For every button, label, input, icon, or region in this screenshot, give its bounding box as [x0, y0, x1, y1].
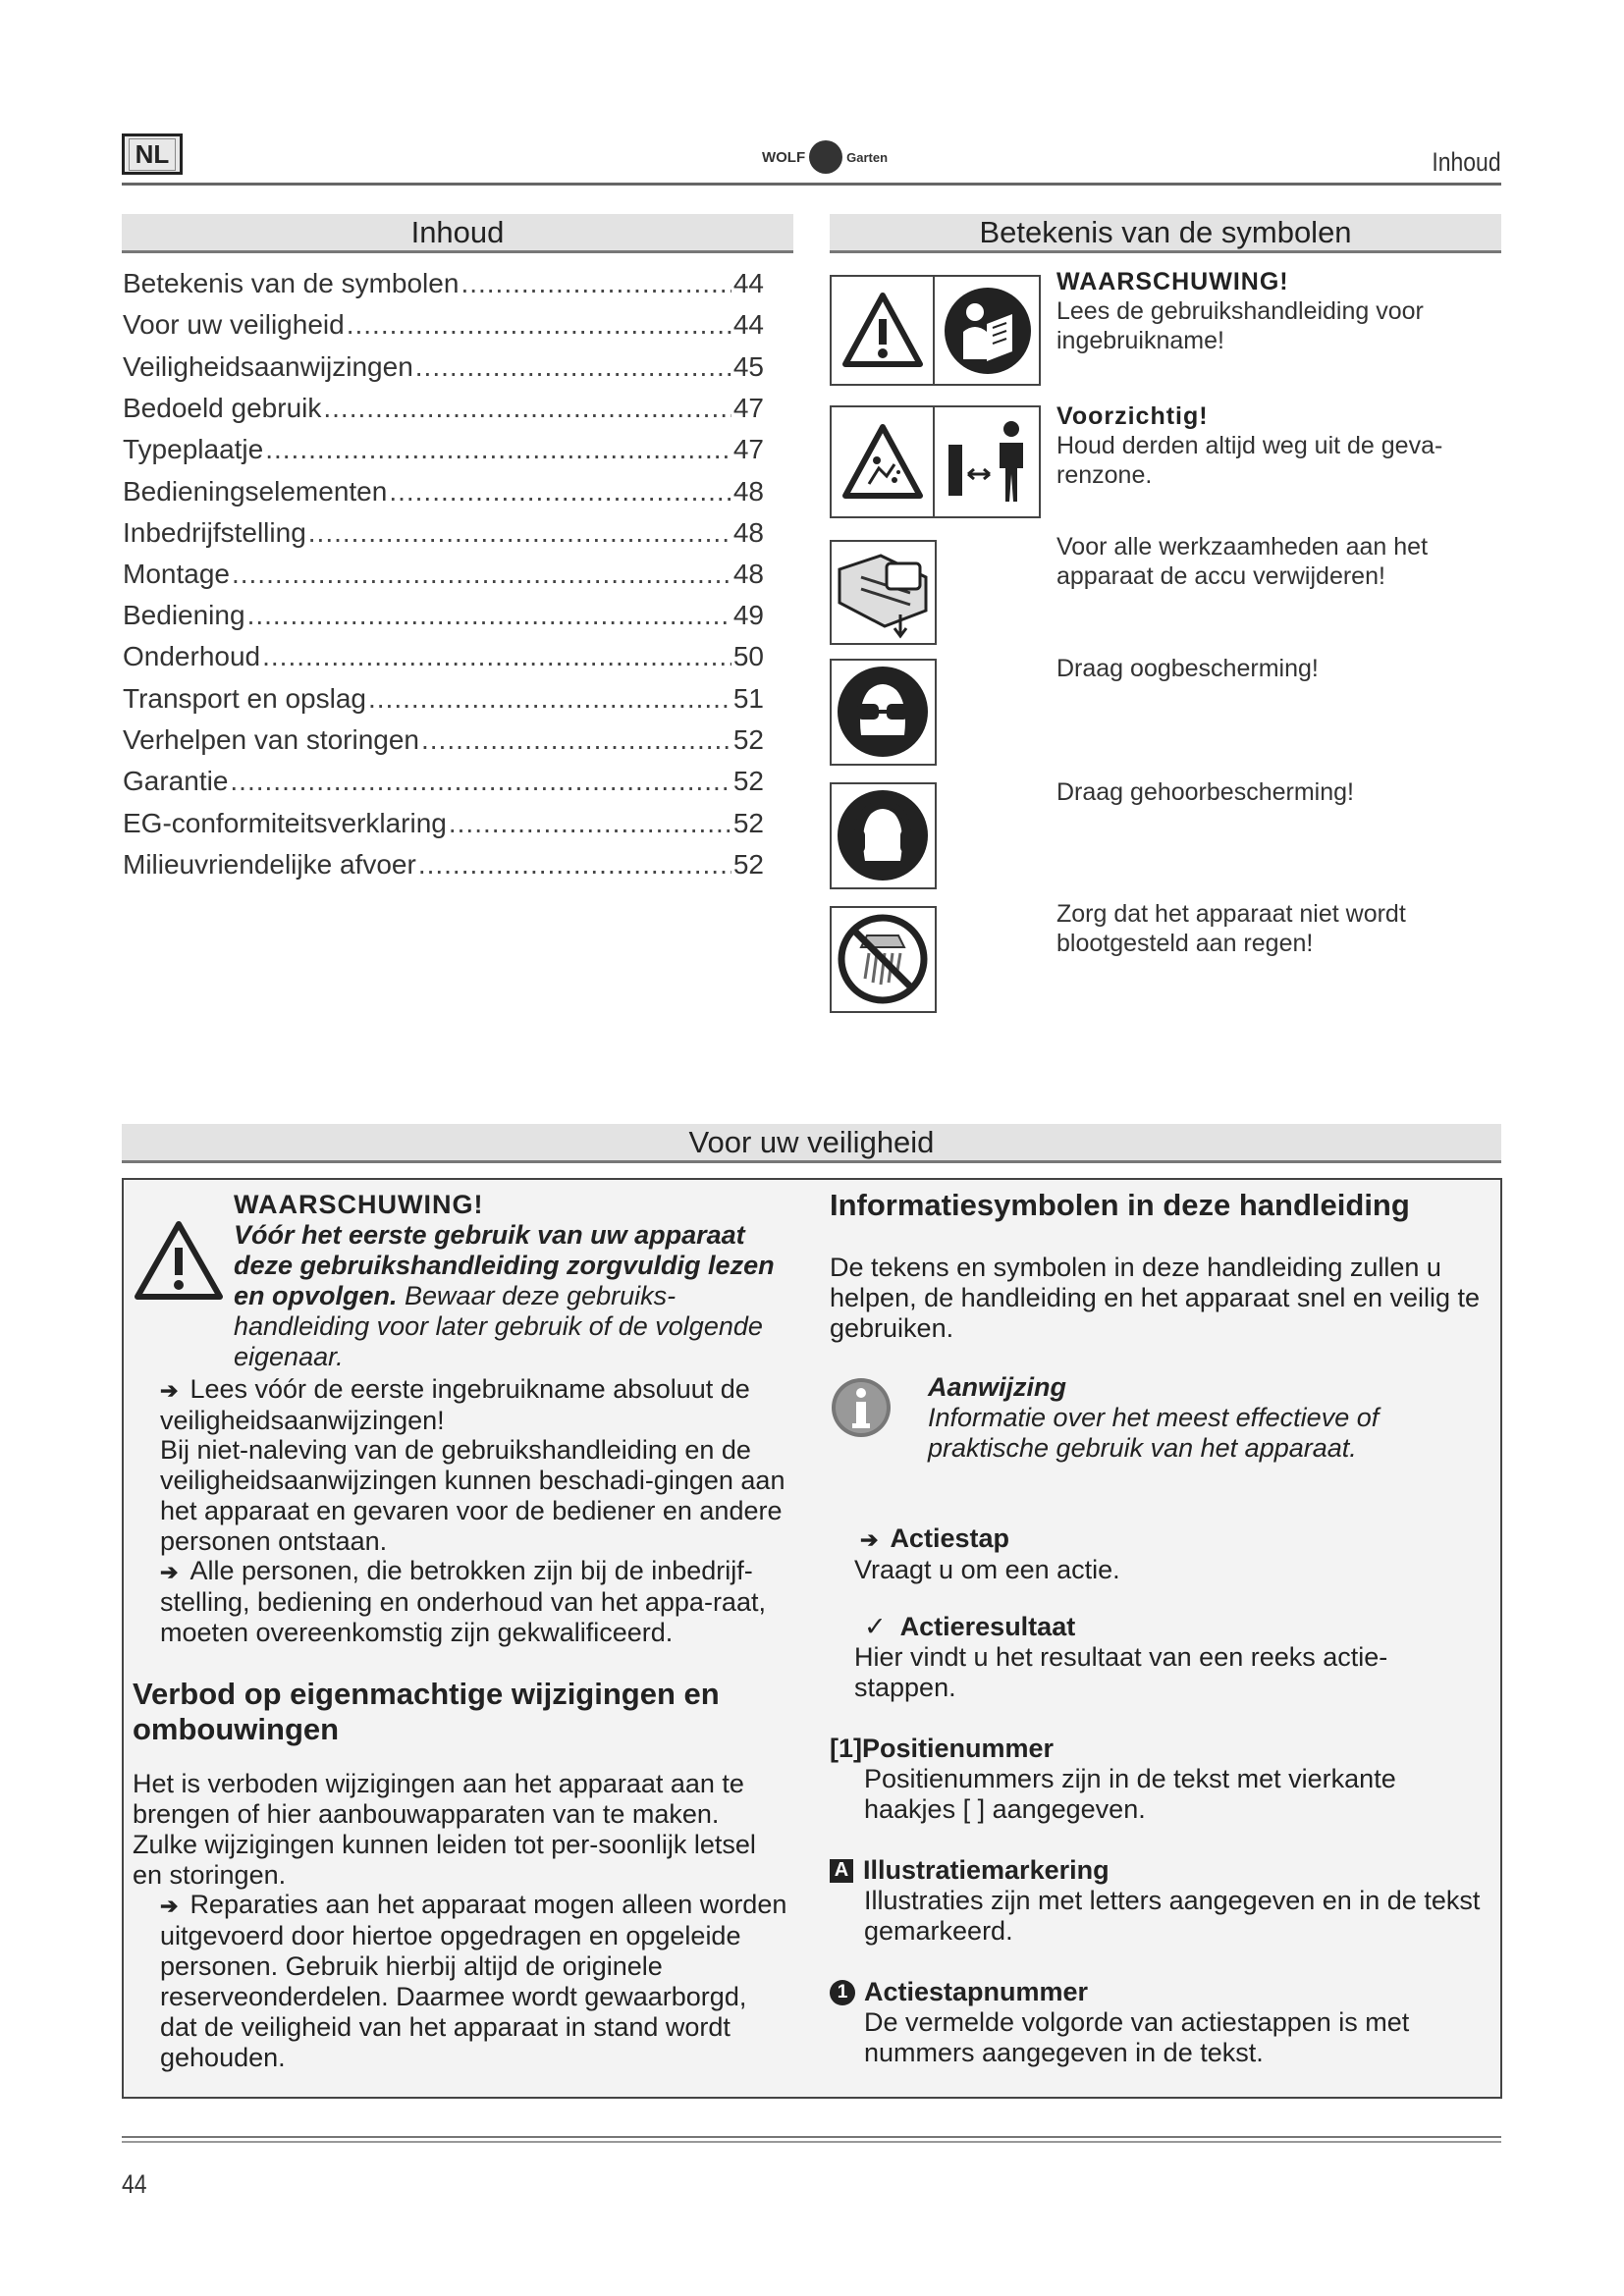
language-badge: NL: [122, 133, 183, 175]
symbol-ear-protection: [830, 782, 937, 889]
page-number: 44: [122, 2169, 147, 2199]
brand-logo: [731, 137, 918, 177]
symbol-2-description: Voorzichtig! Houd derden altijd weg uit de geva-renzone.: [1056, 402, 1443, 489]
toc-item[interactable]: Garantie ..... 52: [123, 765, 764, 798]
position-number-block: [1]Positienummer Positienummers zijn in de tekst met vierkante haakjes [ ] aangegeven.: [830, 1734, 1396, 1824]
illustration-marker-icon: A: [830, 1859, 853, 1883]
footer-divider: [122, 2136, 1501, 2138]
arrow-icon: ➔: [160, 1894, 179, 1918]
toc-item[interactable]: Typeplaatje ..... 47: [123, 433, 764, 466]
safety-title: Voor uw veiligheid: [122, 1124, 1501, 1163]
toc-item[interactable]: Betekenis van de symbolen ..... 44: [123, 267, 764, 300]
toc-item[interactable]: Bedieningselementen ..... 48: [123, 475, 764, 508]
toc-title: Inhoud: [122, 214, 793, 253]
toc-item[interactable]: Onderhoud ..... 50: [123, 640, 764, 673]
symbol-5-description: Draag gehoorbescherming!: [1056, 778, 1354, 806]
wolf-logo-icon: [809, 140, 842, 174]
symbols-title: Betekenis van de symbolen: [830, 214, 1501, 253]
modifications-step: ➔ Reparaties aan het apparaat mogen alleen worden uitgevoerd door hiertoe opgedragen en opgeleide personen. Gebruik hierbij altijd de originele reserveonderdelen. Daarmee wordt gewaarborgd, dat de veiligheid van het apparaat in stand wordt gehouden.: [160, 1890, 787, 2072]
safety-step-2: ➔ Alle personen, die betrokken zijn bij de inbedrijf-stelling, bediening en onderhoud van het appa-raat, moeten overeenkomstig zijn gekwalificeerd.: [160, 1556, 766, 1647]
arrow-icon: ➔: [160, 1560, 179, 1584]
toc-item[interactable]: Veiligheidsaanwijzingen ..... 45: [123, 350, 764, 384]
no-rain-icon: [832, 908, 935, 1011]
symbol-eye-protection: [830, 659, 937, 766]
header-divider: [122, 183, 1501, 186]
action-number-block: 1 Actiestapnummer De vermelde volgorde van actiestappen is met nummers aangegeven in de tekst.: [830, 1977, 1488, 2068]
illustration-marker-block: A Illustratiemarkering Illustraties zijn met letters aangegeven en in de tekst gemarkeerd.: [830, 1855, 1488, 1947]
brand-name: WOLF: [761, 148, 806, 166]
warning-triangle-icon: [839, 288, 926, 374]
modifications-heading: Verbod op eigenmachtige wijzigingen en ombouwingen: [133, 1677, 720, 1746]
symbol-keep-distance: [830, 405, 1041, 518]
toc-item[interactable]: Bedoeld gebruik ..... 47: [123, 392, 764, 425]
footer-divider-secondary: [122, 2141, 1501, 2143]
action-number-icon: 1: [830, 1980, 855, 2005]
keep-distance-icon: [941, 415, 1035, 509]
checkmark-icon: ✓: [864, 1612, 887, 1641]
arrow-icon: ➔: [160, 1378, 179, 1403]
symbol-6-description: Zorg dat het apparaat niet wordt blootgesteld aan regen!: [1056, 900, 1406, 957]
warning-triangle-icon: [134, 1220, 224, 1301]
action-step-block: ➔ Actiestap Vraagt u om een actie.: [854, 1523, 1120, 1584]
remove-battery-icon: [832, 542, 935, 643]
toc-item[interactable]: Montage ..... 48: [123, 558, 764, 591]
symbol-warning-read-manual: [830, 275, 1041, 386]
toc-item[interactable]: Voor uw veiligheid ..... 44: [123, 308, 764, 342]
symbol-no-rain: [830, 906, 937, 1013]
action-result-block: ✓ Actieresultaat Hier vindt u het resultaat van een reeks actie-stappen.: [854, 1612, 1388, 1702]
toc-item[interactable]: Bediening ..... 49: [123, 599, 764, 632]
symbol-3-description: Voor alle werkzaamheden aan het apparaat de accu verwijderen!: [1056, 533, 1429, 590]
ear-protection-icon: [832, 784, 935, 887]
hint-block: Aanwijzing Informatie over het meest effectieve of praktische gebruik van het apparaat.: [928, 1372, 1380, 1463]
read-manual-icon: [942, 285, 1034, 377]
symbol-remove-battery: [830, 540, 937, 645]
info-symbols-heading: Informatiesymbolen in deze handleiding: [830, 1188, 1410, 1222]
safety-paragraph-1: Bij niet-naleving van de gebruikshandleiding en de veiligheidsaanwijzingen kunnen beschadi-gingen aan het apparaat en gevaren voor de bediener en andere personen ontstaan.: [160, 1435, 785, 1556]
toc-item[interactable]: Transport en opslag ..... 51: [123, 682, 764, 716]
toc-item[interactable]: Verhelpen van storingen ..... 52: [123, 723, 764, 757]
brand-suffix: Garten: [846, 149, 889, 165]
toc-item[interactable]: Inbedrijfstelling ..... 48: [123, 516, 764, 550]
symbol-4-description: Draag oogbescherming!: [1056, 655, 1319, 682]
modifications-paragraph: Het is verboden wijzigingen aan het apparaat aan te brengen of hier aanbouwapparaten van te maken. Zulke wijzigingen kunnen leiden tot per-soonlijk letsel en storingen.: [133, 1769, 756, 1890]
safety-step-1: ➔ Lees vóór de eerste ingebruikname absoluut de veiligheidsaanwijzingen!: [160, 1374, 750, 1435]
arrow-icon: ➔: [860, 1527, 879, 1552]
toc-item[interactable]: EG-conformiteitsverklaring ..... 52: [123, 807, 764, 840]
symbol-1-description: WAARSCHUWING! Lees de gebruikshandleiding voor ingebruikname!: [1056, 268, 1424, 354]
info-symbols-paragraph: De tekens en symbolen in deze handleiding zullen u helpen, de handleiding en het apparaat snel en veilig te gebruiken.: [830, 1253, 1481, 1343]
safety-warning: WAARSCHUWING! Vóór het eerste gebruik van uw apparaat deze gebruikshandleiding zorgvuldig lezen en opvolgen. Bewaar deze gebruiks-handleiding voor later gebruik of de volgende eigenaar.: [234, 1190, 775, 1371]
info-icon: [830, 1376, 893, 1439]
thrown-objects-warning-icon: [839, 419, 926, 506]
eye-protection-icon: [832, 661, 935, 764]
header-section-title: Inhoud: [1432, 147, 1501, 177]
toc-item[interactable]: Milieuvriendelijke afvoer ..... 52: [123, 848, 764, 881]
